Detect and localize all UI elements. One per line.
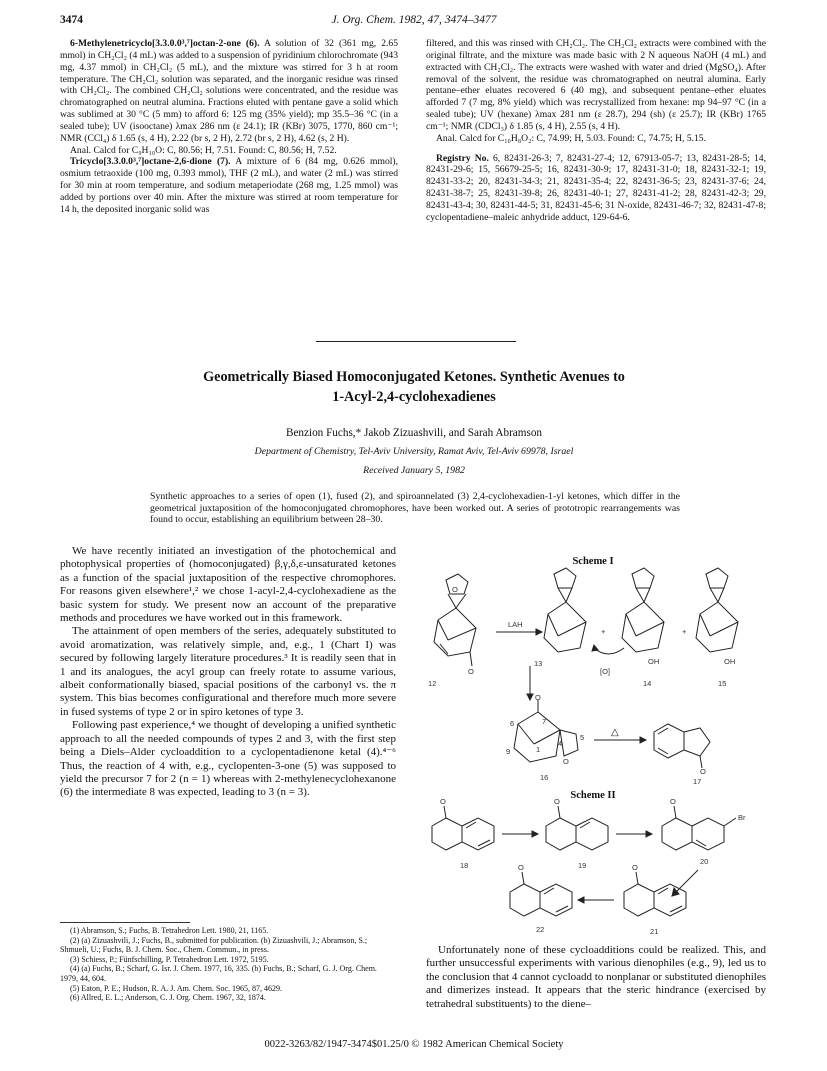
page-number: 3474 xyxy=(60,14,83,26)
reagent-ox: [O] xyxy=(600,667,611,676)
body-paragraph: Following past experience,⁴ we thought of developing a unified synthetic approach to all the needed compounds of types 2 and 3, with the first step being a Diels–Alder cycloaddition to a cyclopentadienone ketal (4).⁴⁻⁶ Thus, the reaction of 4 with, e.g., cyclopenten-3-one (5) was supposed to yield the precursor 7 for 2 (n = 1) whereas with 2-methylenecyclohexanone (6) the intermediate 8 was expected, leading to 3 (n = 3). xyxy=(60,719,396,799)
compound-16-structure xyxy=(514,700,578,762)
footnote: (1) Abramson, S.; Fuchs, B. Tetrahedron Lett. 1980, 21, 1165. xyxy=(70,926,269,935)
compound-20-structure xyxy=(662,806,736,850)
title-line: 1-Acyl-2,4-cyclohexadienes xyxy=(332,389,496,405)
registry-numbers: Registry No. 6, 82431-26-3; 7, 82431-27-4; 12, 67913-05-7; 13, 82431-28-5; 14, 82431-29-6; 15, 56679-25-5; 16, 82431-30-9; 17, 82431-31-0; 18, 82431-32-1; 19, 82431-33-2; 20, 82431-34-3; 21, 82431-35-4; 22, 82431-36-5; 23, 82431-37-6; 24, 82431-38-7; 25, 82431-39-8; 26, 82431-40-1; 27, 82431-41-2; 28, 82431-42-3; 29, 82431-43-4; 30, 82431-44-5; 31, 82431-45-6; 31 N-oxide, 82431-46-7; 32, 82431-47-8; cyclopentadiene–maleic anhydride adduct, 129-64-6. xyxy=(426,152,766,223)
compound-22-structure xyxy=(510,872,572,916)
prev-para: Anal. Calcd for C₁₀H₈O₂: C, 74.99; H, 5.03. Found: C, 74.75; H, 5.15. xyxy=(436,132,707,144)
atom-o: O xyxy=(535,693,541,702)
atom-o: O xyxy=(518,863,524,872)
compound-label-12: 12 xyxy=(428,679,437,688)
compound-label-20: 20 xyxy=(700,857,709,866)
prev-para: Tricyclo[3.3.0.0³,⁷]octane-2,6-dione (7). A mixture of 6 (84 mg, 0.626 mmol), osmium tetraoxide (100 mg, 0.393 mmol), THF (2 mL), and water (2 mL) was stirred for 30 min at room temperature, and sodium metaperiodate (268 mg, 1.25 mmol) was added by portions over 40 min. After the mixture was stirred at room temperature for 14 h, the deposited inorganic solid was xyxy=(60,156,398,215)
footnote: (6) Allred, E. L.; Anderson, C. J. Org. Chem. 1967, 32, 1874. xyxy=(70,993,266,1003)
article-title xyxy=(60,367,768,407)
page-footer: 0022-3263/82/1947-3474$01.25/0 © 1982 American Chemical Society xyxy=(264,1039,564,1050)
atom-o: O xyxy=(440,797,446,806)
authors: Benzion Fuchs,* Jakob Zizuashvili, and Sarah Abramson xyxy=(285,427,543,439)
scheme2-title: Scheme II xyxy=(570,790,616,801)
atom-number: 5 xyxy=(580,733,585,742)
atom-o: O xyxy=(700,767,706,776)
atom-number: 7 xyxy=(542,717,547,726)
body-paragraph: Unfortunately none of these cycloadditions could be realized. This, and further unsuccessful experiments with various dienophiles (e.g., 9), led us to the conclusion that 4 cannot cycloadd to nonplanar or substituted dienophiles and dimerizes instead. It appears that the steric hindrance (exercised by tetrahedral substituents) to the diene– xyxy=(426,944,766,1010)
atom-o: O xyxy=(563,757,569,766)
footnote: (5) Eaton, P. E.; Hudson, R. A. J. Am. Chem. Soc. 1965, 87, 4629. xyxy=(70,983,283,993)
compound-label-22: 22 xyxy=(536,925,545,934)
prev-article-right-column xyxy=(426,38,766,224)
atom-o: O xyxy=(468,667,474,676)
atom-br: Br xyxy=(738,813,746,822)
compound-14-structure xyxy=(622,568,664,652)
footnote: (4) (a) Fuchs, B.; Scharf, G. Isr. J. Chem. 1977, 16, 335. (b) Fuchs, B.; Scharf, G. J. Org. Chem. 1979, 44, 604. xyxy=(60,964,377,983)
footnote: (2) (a) Zizuashvili, J.; Fuchs, B., submitted for publication. (b) Zizuashvili, J.; Abramson, S.; Shmueli, U.; Fuchs, B. J. Chem. Soc., Chem. Commun., in press. xyxy=(60,935,368,955)
compound-label-14: 14 xyxy=(643,679,652,688)
atom-number: 1 xyxy=(536,745,541,754)
compound-18-structure xyxy=(432,806,494,850)
atom-oh: OH xyxy=(724,657,736,666)
schemes-figure xyxy=(418,548,768,940)
atom-o: O xyxy=(632,863,638,872)
footnote-rule xyxy=(60,922,190,923)
compound-label-16: 16 xyxy=(540,773,549,782)
compound-label-18: 18 xyxy=(460,861,469,870)
plus-sign: + xyxy=(601,627,606,636)
reagent-lah: LAH xyxy=(508,620,523,629)
compound-15-structure xyxy=(696,568,738,652)
body-left-column xyxy=(60,545,396,800)
compound-17-structure xyxy=(654,724,710,768)
prev-para: Anal. Calcd for C₉H₁₀O: C, 80.56; H, 7.51. Found: C, 80.56; H, 7.52. xyxy=(70,144,337,156)
atom-number: 9 xyxy=(506,747,511,756)
prev-para: filtered, and this was rinsed with CH₂Cl₂. The CH₂Cl₂ extracts were combined with the original filtrate, and the mixture was made basic with 2 N aqueous NaOH (4 mL) and extracted with CH₂Cl₂. The extracts were washed with water and dried (MgSO₄). After removal of the solvent, the residue was chromatographed on neutral alumina. Early pentane–ether eluates recovered 6 (40 mg), and subsequent pentane–ether eluates afforded 7 (7 mg, 8% yield) which was recrystallized from hexane: mp 94–97 °C (in a sealed tube); UV (hexane) λmax 281 nm (ε 28.7), 294 (sh) (ε 25.7); IR (KBr) 1765 cm⁻¹; NMR (CDCl₃) δ 1.85 (s, 4 H), 2.55 (s, 4 H). xyxy=(426,38,766,132)
running-header xyxy=(60,14,768,30)
compound-label-13: 13 xyxy=(534,659,543,668)
heat-symbol: △ xyxy=(611,727,619,738)
body-right-column xyxy=(426,944,766,1011)
prev-article-left-column xyxy=(60,38,398,216)
atom-o: O xyxy=(452,585,458,594)
section-divider xyxy=(316,341,516,342)
compound-label-19: 19 xyxy=(578,861,587,870)
footnote: (3) Schiess, P.; Fünfschilling, P. Tetrahedron Lett. 1972, 5195. xyxy=(70,954,269,964)
received-date: Received January 5, 1982 xyxy=(363,465,465,476)
abstract: Synthetic approaches to a series of open (1), fused (2), and spiroannelated (3) 2,4-cyclohexadien-1-yl ketones, which differ in the geometrical juxtaposition of the homoconjugated chromophores, have been worked out. A series of prototropic rearrangements was found to occur, establishing an equilibrium between 28–30. xyxy=(150,491,680,526)
compound-label-15: 15 xyxy=(718,679,727,688)
atom-o: O xyxy=(554,797,560,806)
atom-number: 4 xyxy=(558,739,563,748)
affiliation: Department of Chemistry, Tel-Aviv University, Ramat Aviv, Tel-Aviv 69978, Israel xyxy=(254,446,574,457)
compound-13-structure xyxy=(544,568,586,652)
scheme1-title: Scheme I xyxy=(572,556,614,567)
atom-number: 6 xyxy=(510,719,515,728)
body-paragraph: We have recently initiated an investigation of the photochemical and photophysical properties of (homoconjugated) β,γ,δ,ε-unsaturated ketones as a function of the spacial juxtaposition of the respective chromophores. For reasons given elsewhere¹,² we chose 1-acyl-2,4-cyclohexadiene as the basic system for study. We present now an account of the preparative methods and procedures we have worked out in this framework. xyxy=(60,545,396,625)
prev-para: 6-Methylenetricyclo[3.3.0.0³,⁷]octan-2-one (6). A solution of 32 (361 mg, 2.65 mmol) in CH₂Cl₂ (4 mL) was added to a suspension of pyridinium chlorochromate (943 mg, 4.37 mmol) in CH₂Cl₂ (5 mL), and the mixture was stirred for 3 h at room temperature. The CH₂Cl₂ solution was separated, and the inorganic residue was rinsed with CH₂Cl₂. The combined CH₂Cl₂ solutions were concentrated, and the residue was chromatographed on neutral alumina. Fractions eluted with pentane gave a solid which was sublimed at 30 °C (5 mm) to afford 6: 125 mg (35% yield); mp 35.5–36 °C (in a sealed tube); UV (isooctane) λmax 286 nm (ε 24.1); IR (KBr) 3075, 1770, 860 cm⁻¹; NMR (CCl₄) δ 1.65 (s, 4 H), 2.22 (br s, 2 H), 2.72 (br s, 2 H), 4.62 (s, 2 H). xyxy=(60,38,398,144)
journal-citation: J. Org. Chem. 1982, 47, 3474–3477 xyxy=(331,14,497,26)
compound-label-17: 17 xyxy=(693,777,702,786)
atom-o: O xyxy=(670,797,676,806)
atom-oh: OH xyxy=(648,657,660,666)
plus-sign: + xyxy=(682,627,687,636)
body-paragraph: The attainment of open members of the series, adequately substituted to avoid aromatization, was relatively simple, and, e.g., 1 (Chart I) was secured by following largely literature procedures.³ It is readily seen that in 1 and its analogues, the acyl group can freely rotate to assume various, albeit conformationally biased, spacial positions of the carbonyl vs. the π system. This bias becomes configurational and therefore much more severe in fused systems of type 2 or in spiro ketones of type 3. xyxy=(60,625,396,718)
compound-label-21: 21 xyxy=(650,927,659,936)
compound-19-structure xyxy=(546,806,608,850)
footnotes xyxy=(60,926,390,1003)
title-line: Geometrically Biased Homoconjugated Ketones. Synthetic Avenues to xyxy=(203,369,625,385)
